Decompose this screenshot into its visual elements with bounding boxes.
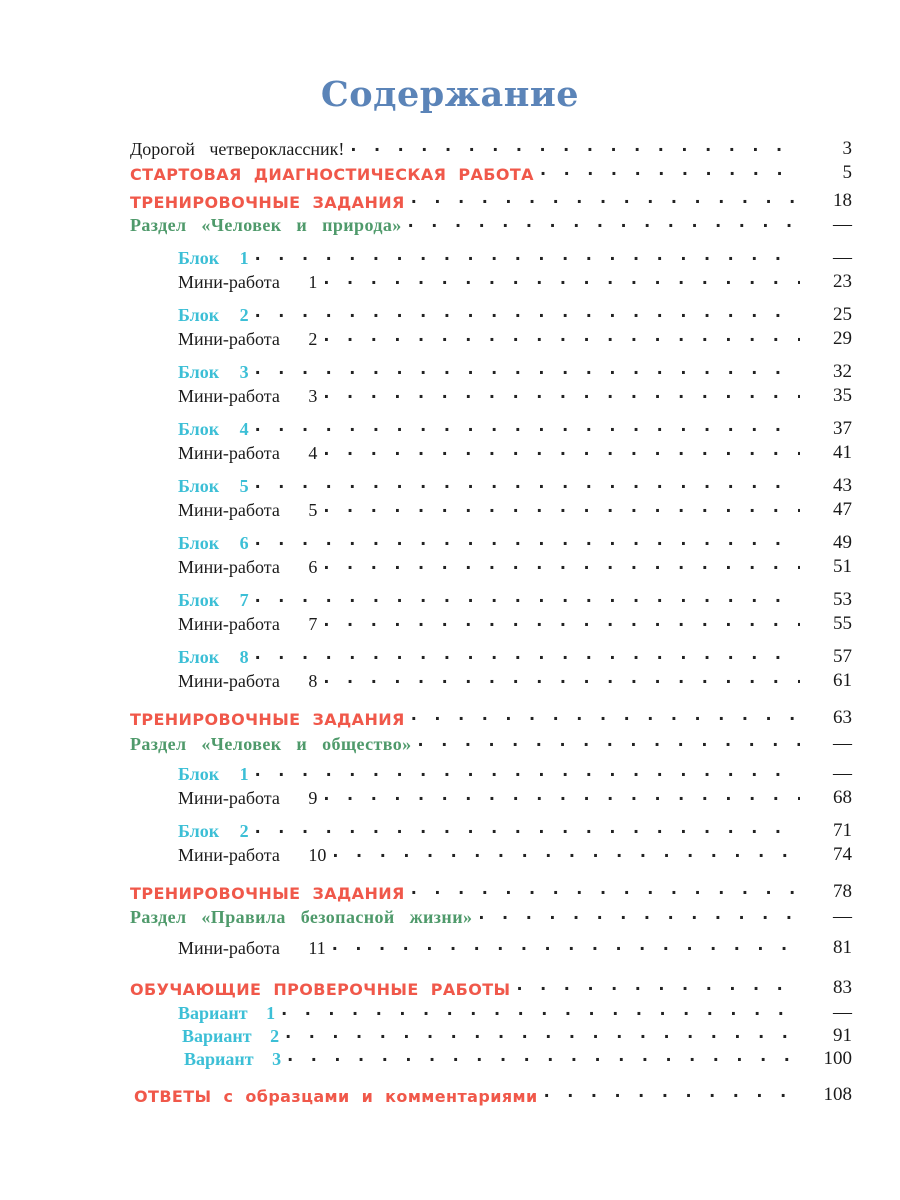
toc-entry-page-number: 100: [823, 1048, 852, 1069]
toc-entry-label: Мини-работа 7: [178, 614, 318, 634]
dot-leader: [323, 387, 800, 407]
toc-entry-label: ТРЕНИРОВОЧНЫЕ ЗАДАНИЯ: [130, 710, 405, 729]
dot-leader: [255, 822, 800, 842]
toc-entry-label: Мини-работа 9: [178, 788, 318, 808]
dot-leader: [323, 789, 800, 809]
toc-entry: [130, 902, 852, 928]
dot-leader: [478, 908, 800, 928]
toc-entry-page-number: —: [833, 247, 852, 268]
toc-entry: [130, 158, 852, 184]
toc-entry-page-number: 47: [833, 499, 852, 520]
dot-leader: [255, 648, 800, 668]
dot-leader: [323, 330, 800, 350]
toc-entry-page-number: 51: [833, 556, 852, 577]
toc-entry-label: ОБУЧАЮЩИЕ ПРОВЕРОЧНЫЕ РАБОТЫ: [130, 980, 511, 999]
toc-entry-label: Раздел «Правила безопасной жизни»: [130, 907, 473, 927]
dot-leader: [255, 306, 800, 326]
toc-entry-page-number: 78: [833, 881, 852, 902]
toc-entry-page-number: 23: [833, 271, 852, 292]
toc-entry-label: Мини-работа 5: [178, 500, 318, 520]
toc-entry-page-number: 35: [833, 385, 852, 406]
dot-leader: [323, 615, 800, 635]
dot-leader: [255, 591, 800, 611]
dot-leader: [255, 420, 800, 440]
toc-entry: [178, 642, 852, 668]
toc-entry-page-number: 43: [833, 475, 852, 496]
toc-entry: [178, 759, 852, 785]
toc-entry-page-number: —: [833, 906, 852, 927]
toc-entry-label: Блок 4: [178, 419, 249, 439]
dot-leader: [544, 1086, 800, 1106]
dot-leader: [418, 735, 800, 755]
toc-entry-page-number: 32: [833, 361, 852, 382]
toc-entry-label: Вариант 3: [184, 1049, 282, 1069]
toc-entry-label: Блок 1: [178, 248, 249, 268]
dot-leader: [323, 444, 800, 464]
toc-entry: [178, 495, 852, 521]
toc-entry: [134, 1080, 852, 1106]
toc-entry-page-number: —: [833, 214, 852, 235]
toc-entry-label: ТРЕНИРОВОЧНЫЕ ЗАДАНИЯ: [130, 193, 405, 212]
toc-entry: [130, 729, 852, 755]
dot-leader: [323, 558, 800, 578]
dot-leader: [255, 249, 800, 269]
toc-entry: [178, 666, 852, 692]
dot-leader: [255, 363, 800, 383]
toc-entry-page-number: 3: [842, 138, 852, 159]
toc-entry: [184, 1044, 852, 1070]
toc-entry-label: Блок 5: [178, 476, 249, 496]
toc-entry-label: Блок 6: [178, 533, 249, 553]
toc-entry: [178, 585, 852, 611]
toc-entry-label: Вариант 1: [178, 1003, 276, 1023]
dot-leader: [332, 846, 800, 866]
page-title: Содержание: [320, 74, 580, 115]
toc-entry: [178, 840, 852, 866]
toc-entry-label: Мини-работа 11: [178, 938, 326, 958]
toc-entry: [178, 528, 852, 554]
toc-entry: [178, 267, 852, 293]
toc-entry: [178, 438, 852, 464]
dot-leader: [411, 883, 800, 903]
toc-entry-page-number: 63: [833, 707, 852, 728]
toc-entry-label: Блок 2: [178, 821, 249, 841]
toc-entry: [178, 783, 852, 809]
toc-entry-page-number: 108: [823, 1084, 852, 1105]
toc-entry-page-number: 68: [833, 787, 852, 808]
toc-entry: [178, 816, 852, 842]
toc-entry: [178, 414, 852, 440]
dot-leader: [517, 979, 801, 999]
dot-leader: [323, 273, 800, 293]
toc-entry-label: Мини-работа 1: [178, 272, 318, 292]
toc-entry: [178, 471, 852, 497]
toc-entry: [178, 300, 852, 326]
toc-entry-page-number: 74: [833, 844, 852, 865]
toc-entry-label: Блок 8: [178, 647, 249, 667]
dot-leader: [255, 534, 800, 554]
toc-entry-label: Вариант 2: [182, 1026, 280, 1046]
toc-entry-label: Мини-работа 6: [178, 557, 318, 577]
toc-entry: [178, 609, 852, 635]
toc-entry-label: Мини-работа 2: [178, 329, 318, 349]
dot-leader: [350, 140, 800, 160]
toc-entry-page-number: 91: [833, 1025, 852, 1046]
toc-entry-page-number: 71: [833, 820, 852, 841]
toc-entry-page-number: 25: [833, 304, 852, 325]
toc-entry-page-number: 37: [833, 418, 852, 439]
dot-leader: [323, 672, 800, 692]
toc-entry: [130, 134, 852, 160]
toc-entry: [130, 210, 852, 236]
toc-entry-page-number: —: [833, 1002, 852, 1023]
toc-entry-page-number: 41: [833, 442, 852, 463]
toc-entry-label: ОТВЕТЫ с образцами и комментариями: [134, 1087, 538, 1106]
toc-entry-label: Блок 2: [178, 305, 249, 325]
toc-entry-page-number: 29: [833, 328, 852, 349]
toc-entry-label: Раздел «Человек и общество»: [130, 734, 412, 754]
toc-entry-page-number: —: [833, 763, 852, 784]
toc-entry-page-number: 61: [833, 670, 852, 691]
toc-entry-page-number: 81: [833, 937, 852, 958]
toc-entry-label: ТРЕНИРОВОЧНЫЕ ЗАДАНИЯ: [130, 884, 405, 903]
toc-entry-label: Мини-работа 8: [178, 671, 318, 691]
dot-leader: [411, 709, 800, 729]
toc-entry-page-number: 53: [833, 589, 852, 610]
toc-entry: [178, 381, 852, 407]
toc-entry: [130, 877, 852, 903]
toc-entry-label: Раздел «Человек и природа»: [130, 215, 402, 235]
toc-entry: [178, 933, 852, 959]
toc-entry-page-number: 18: [833, 190, 852, 211]
toc-entry: [130, 703, 852, 729]
toc-entry-label: СТАРТОВАЯ ДИАГНОСТИЧЕСКАЯ РАБОТА: [130, 165, 534, 184]
toc-entry-page-number: 83: [833, 977, 852, 998]
dot-leader: [323, 501, 800, 521]
toc-entry: [178, 324, 852, 350]
dot-leader: [332, 939, 800, 959]
toc-entry-page-number: —: [833, 733, 852, 754]
toc-entry: [178, 243, 852, 269]
toc-entry-label: Дорогой четвероклассник!: [130, 139, 345, 159]
toc-entry: [178, 357, 852, 383]
toc-entry-label: Блок 3: [178, 362, 249, 382]
toc-entry-page-number: 57: [833, 646, 852, 667]
dot-leader: [408, 216, 800, 236]
toc-entry: [178, 552, 852, 578]
toc-entry-label: Блок 7: [178, 590, 249, 610]
dot-leader: [540, 164, 800, 184]
toc-entry-page-number: 49: [833, 532, 852, 553]
toc-entry-label: Мини-работа 4: [178, 443, 318, 463]
toc-entry-label: Блок 1: [178, 764, 249, 784]
dot-leader: [255, 765, 800, 785]
dot-leader: [255, 477, 800, 497]
toc-entry: [130, 973, 852, 999]
dot-leader: [287, 1050, 800, 1070]
toc-entry-page-number: 5: [842, 162, 852, 183]
dot-leader: [411, 192, 800, 212]
toc-entry-page-number: 55: [833, 613, 852, 634]
toc-entry-label: Мини-работа 3: [178, 386, 318, 406]
toc-entry-label: Мини-работа 10: [178, 845, 327, 865]
toc-entry: [130, 186, 852, 212]
